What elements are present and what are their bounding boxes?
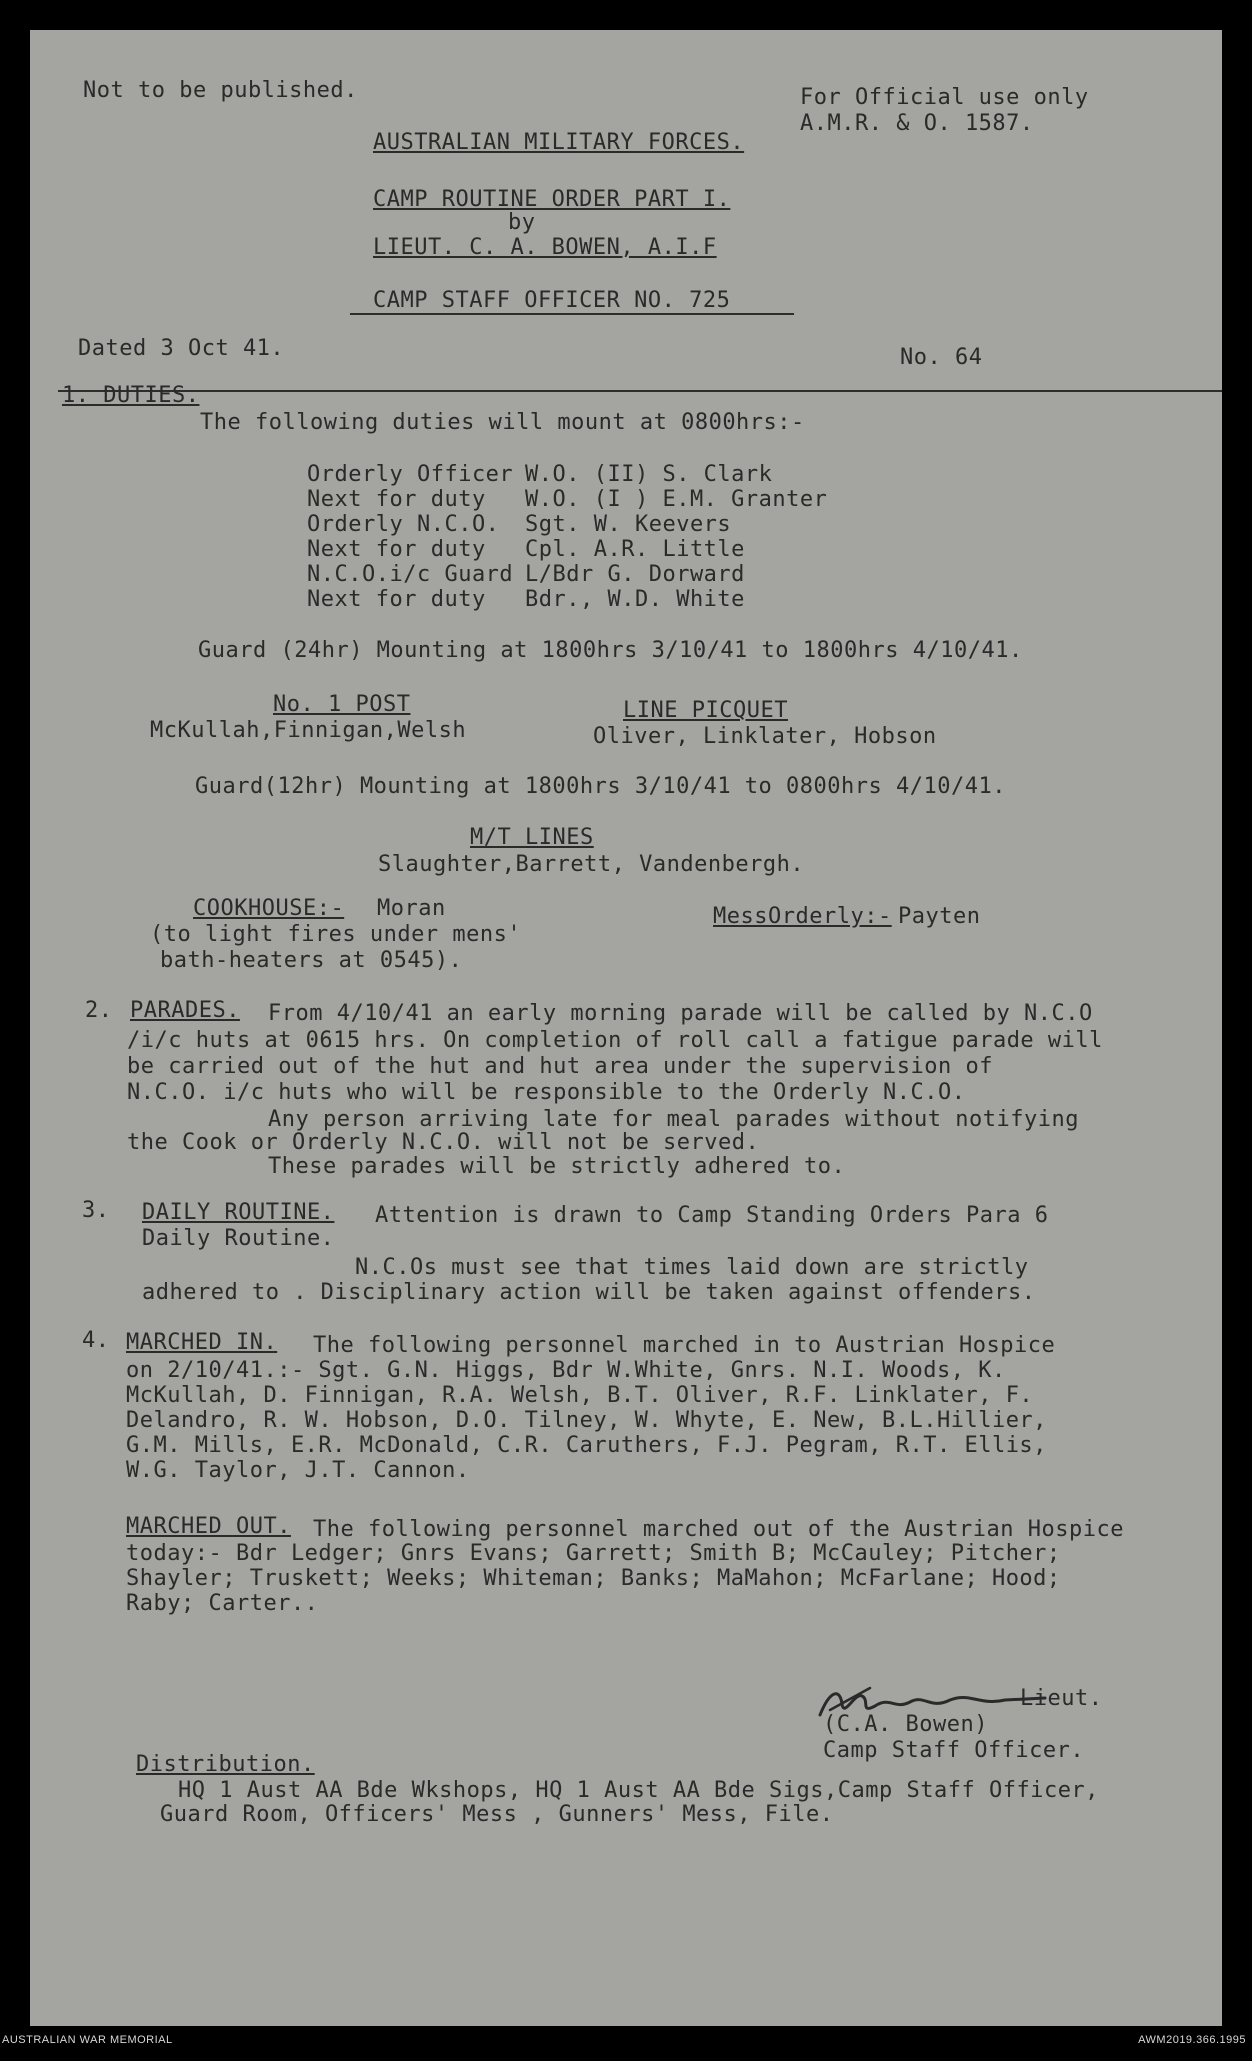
parades-line: From 4/10/41 an early morning parade will be called by N.C.O	[268, 1001, 1093, 1026]
roster-name: Bdr., W.D. White	[525, 587, 745, 612]
parades-line: be carried out of the hut and hut area under the supervision of	[127, 1054, 993, 1079]
marched-in-line: G.M. Mills, E.R. McDonald, C.R. Caruthers, F.J. Pegram, R.T. Ellis,	[126, 1433, 1047, 1458]
signature-rank: Lieut.	[1020, 1686, 1103, 1711]
parades-line: the Cook or Orderly N.C.O. will not be served.	[127, 1130, 760, 1155]
footer-reference: AWM2019.366.1995	[1138, 2034, 1246, 2046]
official-use-note: For Official use only	[800, 85, 1089, 110]
roster-role: N.C.O.i/c Guard	[307, 562, 514, 587]
roster-role: Next for duty	[307, 537, 486, 562]
roster-role: Next for duty	[307, 487, 486, 512]
cookhouse-note: (to light fires under mens'	[150, 922, 522, 947]
roster-name: W.O. (I ) E.M. Granter	[525, 487, 828, 512]
staff-heading: CAMP STAFF OFFICER NO. 725	[373, 288, 731, 313]
parades-number: 2.	[85, 998, 113, 1023]
routine-line: N.C.Os must see that times laid down are strictly	[355, 1255, 1029, 1280]
dated-text: Dated 3 Oct 41.	[78, 336, 285, 361]
parades-line: /i/c huts at 0615 hrs. On completion of roll call a fatigue parade will	[127, 1028, 1103, 1053]
duties-intro: The following duties will mount at 0800hrs:-	[200, 410, 805, 435]
marched-in-heading: MARCHED IN.	[126, 1330, 278, 1355]
marched-in-line: W.G. Taylor, J.T. Cannon.	[126, 1458, 470, 1483]
picquet-heading: LINE PICQUET	[623, 698, 788, 723]
signature-title: Camp Staff Officer.	[823, 1738, 1085, 1763]
marched-in-line: Delandro, R. W. Hobson, D.O. Tilney, W. Whyte, E. New, B.L.Hillier,	[126, 1408, 1047, 1433]
marched-out-line: Shayler; Truskett; Weeks; Whiteman; Banks; MaMahon; McFarlane; Hood;	[126, 1566, 1061, 1591]
distribution-heading: Distribution.	[136, 1752, 315, 1777]
header-divider	[58, 390, 1222, 392]
order-heading: CAMP ROUTINE ORDER PART I.	[373, 187, 731, 212]
cookhouse-note: bath-heaters at 0545).	[160, 948, 463, 973]
roster-role: Next for duty	[307, 587, 486, 612]
not-published-note: Not to be published.	[83, 78, 358, 103]
by-text: by	[508, 210, 536, 235]
marched-in-line: McKullah, D. Finnigan, R.A. Welsh, B.T. Oliver, R.F. Linklater, F.	[126, 1383, 1034, 1408]
cookhouse-name: Moran	[377, 896, 446, 921]
marched-out-line: Raby; Carter..	[126, 1591, 319, 1616]
routine-line: Attention is drawn to Camp Standing Orders Para 6	[375, 1203, 1049, 1228]
post-heading: No. 1 POST	[273, 692, 411, 717]
duties-heading: 1. DUTIES.	[62, 383, 200, 408]
roster-name: Sgt. W. Keevers	[525, 512, 732, 537]
parades-heading: PARADES.	[130, 998, 240, 1023]
routine-line: Daily Routine.	[142, 1226, 335, 1251]
distribution-line: Guard Room, Officers' Mess , Gunners' Mess, File.	[160, 1802, 834, 1827]
marched-in-number: 4.	[82, 1328, 110, 1353]
forces-heading: AUSTRALIAN MILITARY FORCES.	[373, 130, 745, 155]
order-number: No. 64	[900, 345, 983, 370]
picquet-names: Oliver, Linklater, Hobson	[593, 724, 937, 749]
staff-underline	[350, 313, 794, 315]
mess-orderly-label: MessOrderly:-	[713, 904, 892, 929]
roster-role: Orderly Officer	[307, 462, 514, 487]
guard-12hr-line: Guard(12hr) Mounting at 1800hrs 3/10/41 to 0800hrs 4/10/41.	[195, 774, 1006, 799]
marched-in-line: on 2/10/41.:- Sgt. G.N. Higgs, Bdr W.White, Gnrs. N.I. Woods, K.	[126, 1358, 1006, 1383]
marched-out-heading: MARCHED OUT.	[126, 1514, 291, 1539]
mt-lines-heading: M/T LINES	[470, 825, 594, 850]
footer-source: AUSTRALIAN WAR MEMORIAL	[2, 2034, 173, 2046]
document-page	[30, 30, 1222, 2026]
cookhouse-label: COOKHOUSE:-	[193, 896, 345, 921]
mt-lines-names: Slaughter,Barrett, Vandenbergh.	[378, 852, 805, 877]
marched-out-line: The following personnel marched out of the Austrian Hospice	[313, 1517, 1124, 1542]
roster-role: Orderly N.C.O.	[307, 512, 500, 537]
parades-line: Any person arriving late for meal parades without notifying	[268, 1107, 1079, 1132]
roster-name: L/Bdr G. Dorward	[525, 562, 745, 587]
roster-name: W.O. (II) S. Clark	[525, 462, 773, 487]
mess-orderly-name: Payten	[898, 904, 981, 929]
routine-line: adhered to . Disciplinary action will be taken against offenders.	[142, 1280, 1036, 1305]
post-names: McKullah,Finnigan,Welsh	[150, 718, 467, 743]
distribution-line: HQ 1 Aust AA Bde Wkshops, HQ 1 Aust AA Bde Sigs,Camp Staff Officer,	[178, 1778, 1099, 1803]
amr-reference: A.M.R. & O. 1587.	[800, 111, 1034, 136]
parades-line: N.C.O. i/c huts who will be responsible to the Orderly N.C.O.	[127, 1080, 966, 1105]
officer-heading: LIEUT. C. A. BOWEN, A.I.F	[373, 235, 717, 260]
parades-line: These parades will be strictly adhered to.	[268, 1154, 846, 1179]
roster-name: Cpl. A.R. Little	[525, 537, 745, 562]
routine-heading: DAILY ROUTINE.	[142, 1200, 335, 1225]
routine-number: 3.	[82, 1198, 110, 1223]
marched-in-line: The following personnel marched in to Austrian Hospice	[313, 1333, 1056, 1358]
marched-out-line: today:- Bdr Ledger; Gnrs Evans; Garrett; Smith B; McCauley; Pitcher;	[126, 1541, 1061, 1566]
guard-24hr-line: Guard (24hr) Mounting at 1800hrs 3/10/41 to 1800hrs 4/10/41.	[198, 638, 1023, 663]
signature-name: (C.A. Bowen)	[823, 1712, 988, 1737]
